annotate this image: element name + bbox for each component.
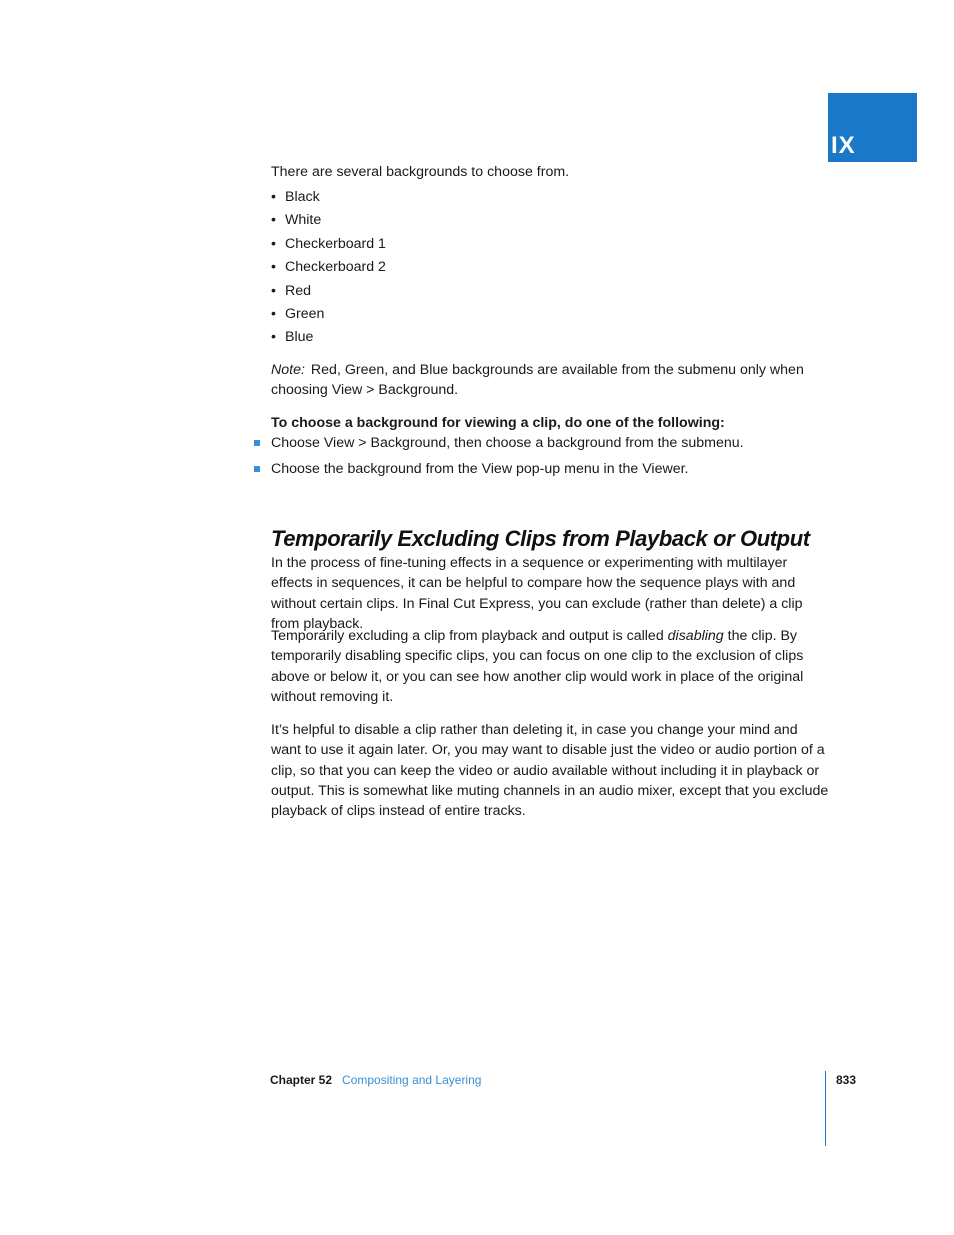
procedure-heading: To choose a background for viewing a clip, do one of the following:: [271, 415, 725, 431]
list-item: [271, 327, 386, 350]
list-item-label: Black: [285, 189, 320, 205]
bullet-icon: •: [271, 305, 276, 322]
bullet-icon: •: [271, 282, 276, 299]
procedure-steps: [253, 433, 744, 479]
chapter-number: Chapter 52: [270, 1073, 333, 1087]
defined-term: disabling: [667, 628, 724, 644]
footer-divider: [825, 1071, 826, 1146]
section-title: Temporarily Excluding Clips from Playback or Output: [271, 526, 810, 551]
paragraph-text: the clip. By temporarily disabling specific clips, you can focus on one clip to the exclusion of clips above or below it, or you can see how another clip would work in place of the original without removing it.: [271, 628, 804, 705]
list-item-label: Green: [285, 305, 325, 322]
bullet-icon: •: [271, 212, 276, 229]
page-number: 833: [836, 1073, 857, 1087]
bullet-icon: •: [271, 259, 276, 276]
body-paragraph: In the process of fine-tuning effects in a sequence or experimenting with multilayer effects in sequences, it can be helpful to compare how the sequence plays with and without certain clips. In Final Cut Express, you can exclude (rather than delete) a clip from playback.: [271, 555, 803, 632]
list-item-label: Red: [285, 282, 312, 299]
background-list: [271, 187, 386, 351]
list-item-label: Checkerboard 2: [285, 259, 386, 276]
list-item: [271, 257, 386, 280]
bullet-icon: •: [271, 189, 276, 205]
bullet-icon: •: [271, 235, 276, 252]
procedure-step-text: Choose View > Background, then choose a background from the submenu.: [271, 435, 744, 451]
note-text: Red, Green, and Blue backgrounds are available from the submenu only when choosing View > Background.: [271, 362, 804, 399]
note: [271, 360, 816, 401]
bullet-icon: •: [271, 329, 276, 346]
square-bullet-icon: [254, 440, 260, 446]
list-item: [271, 210, 386, 233]
list-item: [271, 304, 386, 327]
square-bullet-icon: [254, 466, 260, 472]
procedure-step-text: Choose the background from the View pop-up menu in the Viewer.: [271, 461, 689, 477]
part-tab-label: IX: [831, 132, 856, 159]
list-item-label: White: [285, 212, 322, 229]
procedure-step: [253, 433, 744, 453]
list-item: [271, 234, 386, 257]
list-item-label: Blue: [285, 329, 314, 346]
list-item: [271, 281, 386, 304]
body-paragraph: [271, 626, 831, 707]
paragraph-text: Temporarily excluding a clip from playback and output is called: [271, 628, 668, 644]
part-tab: [828, 93, 917, 162]
procedure-step: [253, 459, 744, 479]
list-item-label: Checkerboard 1: [285, 235, 386, 252]
body-paragraph: It’s helpful to disable a clip rather than deleting it, in case you change your mind and want to use it again later. Or, you may want to disable just the video or audio portion of a clip, so that you can keep the video or audio available without including it in playback or output. This is somewhat like muting channels in an audio mixer, except that you exclude playback of clips instead of entire tracks.: [271, 722, 829, 820]
note-label: Note:: [271, 362, 305, 378]
chapter-title-link[interactable]: Compositing and Layering: [342, 1073, 482, 1087]
list-item: [271, 187, 386, 210]
page-footer: [270, 1072, 481, 1088]
intro-text: There are several backgrounds to choose from.: [271, 164, 570, 180]
